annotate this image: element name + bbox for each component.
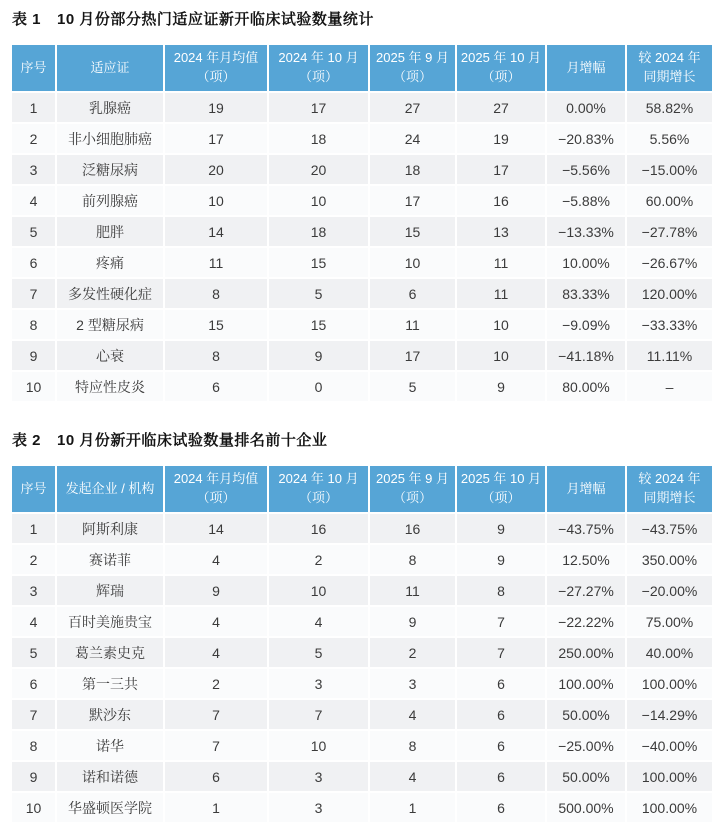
table-cell: 7 (456, 637, 546, 668)
table-cell: 83.33% (546, 278, 626, 309)
table-cell: 14 (164, 216, 268, 247)
column-header: 较 2024 年 同期增长 (626, 465, 713, 513)
table-cell: 心衰 (56, 340, 164, 371)
table-cell: 非小细胞肺癌 (56, 123, 164, 154)
table-cell: 6 (369, 278, 456, 309)
column-header: 2025 年 9 月 （项） (369, 44, 456, 92)
table-cell: 250.00% (546, 637, 626, 668)
table-cell: 17 (369, 185, 456, 216)
table-cell: −22.22% (546, 606, 626, 637)
table-row (11, 278, 713, 309)
column-header: 2025 年 10 月 （项） (456, 44, 546, 92)
table-cell: 50.00% (546, 761, 626, 792)
table-cell: 40.00% (626, 637, 713, 668)
table-row (11, 185, 713, 216)
table-cell: 6 (456, 699, 546, 730)
table-cell: 9 (456, 544, 546, 575)
table-cell: 10 (369, 247, 456, 278)
table-cell: 15 (369, 216, 456, 247)
table-row (11, 247, 713, 278)
table-cell: −33.33% (626, 309, 713, 340)
table-cell: 3 (268, 792, 369, 823)
table-cell: 500.00% (546, 792, 626, 823)
table-cell: 8 (164, 278, 268, 309)
table-cell: −5.88% (546, 185, 626, 216)
table-cell: 11 (369, 309, 456, 340)
table-cell: 3 (11, 154, 56, 185)
table-cell: 27 (369, 92, 456, 123)
table-cell: 100.00% (626, 668, 713, 699)
table-cell: 6 (11, 668, 56, 699)
table-cell: 80.00% (546, 371, 626, 402)
table-cell: 4 (11, 606, 56, 637)
table-cell: 2 型糖尿病 (56, 309, 164, 340)
column-header: 序号 (11, 44, 56, 92)
table-cell: −20.83% (546, 123, 626, 154)
table-cell: 12.50% (546, 544, 626, 575)
table-cell: 58.82% (626, 92, 713, 123)
table-cell: 10 (268, 730, 369, 761)
table-cell: 5 (11, 637, 56, 668)
table2-title-prefix: 表 2 (12, 432, 42, 449)
table-cell: 10 (456, 340, 546, 371)
table-cell: 24 (369, 123, 456, 154)
table-row (11, 544, 713, 575)
column-header: 较 2024 年 同期增长 (626, 44, 713, 92)
table-cell: 20 (268, 154, 369, 185)
table-cell: 19 (164, 92, 268, 123)
table-cell: 17 (369, 340, 456, 371)
table-cell: 7 (456, 606, 546, 637)
column-header: 月增幅 (546, 44, 626, 92)
table-row (11, 513, 713, 544)
table-cell: 16 (268, 513, 369, 544)
table-cell: 15 (164, 309, 268, 340)
table-cell: 3 (268, 761, 369, 792)
header-row (11, 465, 713, 513)
table-cell: 葛兰素史克 (56, 637, 164, 668)
table-row (11, 699, 713, 730)
indications-table-section (10, 8, 712, 403)
table-cell: 6 (456, 761, 546, 792)
table-cell: 8 (164, 340, 268, 371)
table-cell: 赛诺菲 (56, 544, 164, 575)
column-header: 适应证 (56, 44, 164, 92)
table1-title (12, 8, 712, 29)
table-row (11, 761, 713, 792)
table2-title (12, 429, 712, 450)
table-cell: 3 (11, 575, 56, 606)
table-cell: 10 (456, 309, 546, 340)
table-cell: −26.67% (626, 247, 713, 278)
table-row (11, 123, 713, 154)
table-row (11, 309, 713, 340)
table-cell: 18 (369, 154, 456, 185)
table-cell: 100.00% (546, 668, 626, 699)
table-cell: −14.29% (626, 699, 713, 730)
table-row (11, 792, 713, 823)
table-cell: 5 (369, 371, 456, 402)
table-cell: 350.00% (626, 544, 713, 575)
header-row (11, 44, 713, 92)
table-cell: −13.33% (546, 216, 626, 247)
table-cell: 19 (456, 123, 546, 154)
table-cell: 17 (164, 123, 268, 154)
table-cell: 7 (11, 699, 56, 730)
table-cell: 9 (11, 340, 56, 371)
column-header: 2025 年 10 月 （项） (456, 465, 546, 513)
table-cell: 前列腺癌 (56, 185, 164, 216)
table-cell: 3 (268, 668, 369, 699)
table-cell: 11 (456, 278, 546, 309)
table1-title-prefix: 表 1 (12, 11, 42, 28)
table-row (11, 606, 713, 637)
table-cell: 8 (11, 730, 56, 761)
table-cell: 10 (11, 371, 56, 402)
table-cell: 75.00% (626, 606, 713, 637)
table-cell: 15 (268, 309, 369, 340)
table-cell: 6 (11, 247, 56, 278)
table-cell: 泛糖尿病 (56, 154, 164, 185)
table-cell: 10 (164, 185, 268, 216)
table-cell: 9 (456, 513, 546, 544)
table-cell: 50.00% (546, 699, 626, 730)
table-cell: 诺华 (56, 730, 164, 761)
table-cell: 5.56% (626, 123, 713, 154)
table-cell: 2 (164, 668, 268, 699)
table-cell: 18 (268, 216, 369, 247)
table-cell: 10.00% (546, 247, 626, 278)
table-cell: 1 (11, 513, 56, 544)
table-row (11, 371, 713, 402)
table-cell: −9.09% (546, 309, 626, 340)
table-cell: 默沙东 (56, 699, 164, 730)
table-cell: −43.75% (626, 513, 713, 544)
table-cell: −40.00% (626, 730, 713, 761)
table-cell: 11.11% (626, 340, 713, 371)
table-cell: 100.00% (626, 761, 713, 792)
table-cell: −27.27% (546, 575, 626, 606)
table-cell: 13 (456, 216, 546, 247)
table-cell: 0.00% (546, 92, 626, 123)
table-cell: 27 (456, 92, 546, 123)
table-cell: 16 (369, 513, 456, 544)
table-cell: – (626, 371, 713, 402)
table-row (11, 575, 713, 606)
table-cell: 多发性硬化症 (56, 278, 164, 309)
table-cell: 乳腺癌 (56, 92, 164, 123)
table-cell: 14 (164, 513, 268, 544)
table-cell: 120.00% (626, 278, 713, 309)
table-cell: 60.00% (626, 185, 713, 216)
table-cell: 18 (268, 123, 369, 154)
table2-title-text: 10 月份新开临床试验数量排名前十企业 (57, 432, 328, 449)
table-cell: 16 (456, 185, 546, 216)
table-cell: 4 (369, 761, 456, 792)
table-cell: 特应性皮炎 (56, 371, 164, 402)
table-cell: 0 (268, 371, 369, 402)
table-cell: 9 (11, 761, 56, 792)
table-cell: 5 (268, 637, 369, 668)
table-cell: 6 (164, 371, 268, 402)
table-cell: 阿斯利康 (56, 513, 164, 544)
table-cell: 2 (369, 637, 456, 668)
table-cell: 8 (369, 730, 456, 761)
table-cell: 华盛顿医学院 (56, 792, 164, 823)
table-cell: 100.00% (626, 792, 713, 823)
column-header: 序号 (11, 465, 56, 513)
column-header: 2024 年月均值 （项） (164, 465, 268, 513)
table-cell: 6 (456, 668, 546, 699)
table-cell: 7 (164, 730, 268, 761)
table-cell: 7 (268, 699, 369, 730)
column-header: 2025 年 9 月 （项） (369, 465, 456, 513)
table-cell: 9 (369, 606, 456, 637)
table-cell: 11 (369, 575, 456, 606)
table-cell: 7 (11, 278, 56, 309)
companies-table-section (10, 429, 712, 824)
table-cell: 11 (164, 247, 268, 278)
table-cell: 1 (11, 92, 56, 123)
column-header: 2024 年 10 月 （项） (268, 465, 369, 513)
table-cell: −25.00% (546, 730, 626, 761)
table-cell: 1 (369, 792, 456, 823)
table-cell: 10 (268, 575, 369, 606)
companies-table (10, 464, 714, 824)
table-cell: 2 (268, 544, 369, 575)
table-cell: 5 (11, 216, 56, 247)
table-cell: 3 (369, 668, 456, 699)
table-cell: 9 (456, 371, 546, 402)
table-cell: 5 (268, 278, 369, 309)
table-cell: 6 (456, 730, 546, 761)
table-row (11, 154, 713, 185)
table-cell: 17 (268, 92, 369, 123)
table-cell: −15.00% (626, 154, 713, 185)
column-header: 2024 年 10 月 （项） (268, 44, 369, 92)
column-header: 发起企业 / 机构 (56, 465, 164, 513)
table-cell: 15 (268, 247, 369, 278)
table-row (11, 216, 713, 247)
indications-table (10, 43, 714, 403)
table-row (11, 637, 713, 668)
table-cell: 8 (11, 309, 56, 340)
table-cell: 第一三共 (56, 668, 164, 699)
table-cell: 4 (369, 699, 456, 730)
table-cell: 4 (164, 544, 268, 575)
table-cell: 1 (164, 792, 268, 823)
table-cell: 4 (11, 185, 56, 216)
indications-table-body (11, 92, 713, 402)
table-row (11, 92, 713, 123)
table-cell: 10 (11, 792, 56, 823)
table-cell: −43.75% (546, 513, 626, 544)
indications-table-header (11, 44, 713, 92)
table-row (11, 668, 713, 699)
table-cell: 疼痛 (56, 247, 164, 278)
table-cell: 6 (164, 761, 268, 792)
table-cell: 百时美施贵宝 (56, 606, 164, 637)
table-cell: 8 (456, 575, 546, 606)
table-cell: 17 (456, 154, 546, 185)
table-cell: 10 (268, 185, 369, 216)
table-cell: 11 (456, 247, 546, 278)
table-cell: 2 (11, 123, 56, 154)
table-cell: 4 (268, 606, 369, 637)
table-cell: −27.78% (626, 216, 713, 247)
table-cell: 7 (164, 699, 268, 730)
table-cell: 20 (164, 154, 268, 185)
column-header: 2024 年月均值 （项） (164, 44, 268, 92)
table-cell: 4 (164, 637, 268, 668)
column-header: 月增幅 (546, 465, 626, 513)
table-cell: 8 (369, 544, 456, 575)
companies-table-body (11, 513, 713, 823)
table-cell: 9 (164, 575, 268, 606)
table-row (11, 730, 713, 761)
table-cell: 2 (11, 544, 56, 575)
table1-title-text: 10 月份部分热门适应证新开临床试验数量统计 (57, 11, 374, 28)
table-cell: 4 (164, 606, 268, 637)
table-cell: −5.56% (546, 154, 626, 185)
table-cell: 肥胖 (56, 216, 164, 247)
table-cell: 诺和诺德 (56, 761, 164, 792)
table-cell: −41.18% (546, 340, 626, 371)
table-cell: −20.00% (626, 575, 713, 606)
table-cell: 6 (456, 792, 546, 823)
companies-table-header (11, 465, 713, 513)
table-cell: 辉瑞 (56, 575, 164, 606)
table-row (11, 340, 713, 371)
table-cell: 9 (268, 340, 369, 371)
